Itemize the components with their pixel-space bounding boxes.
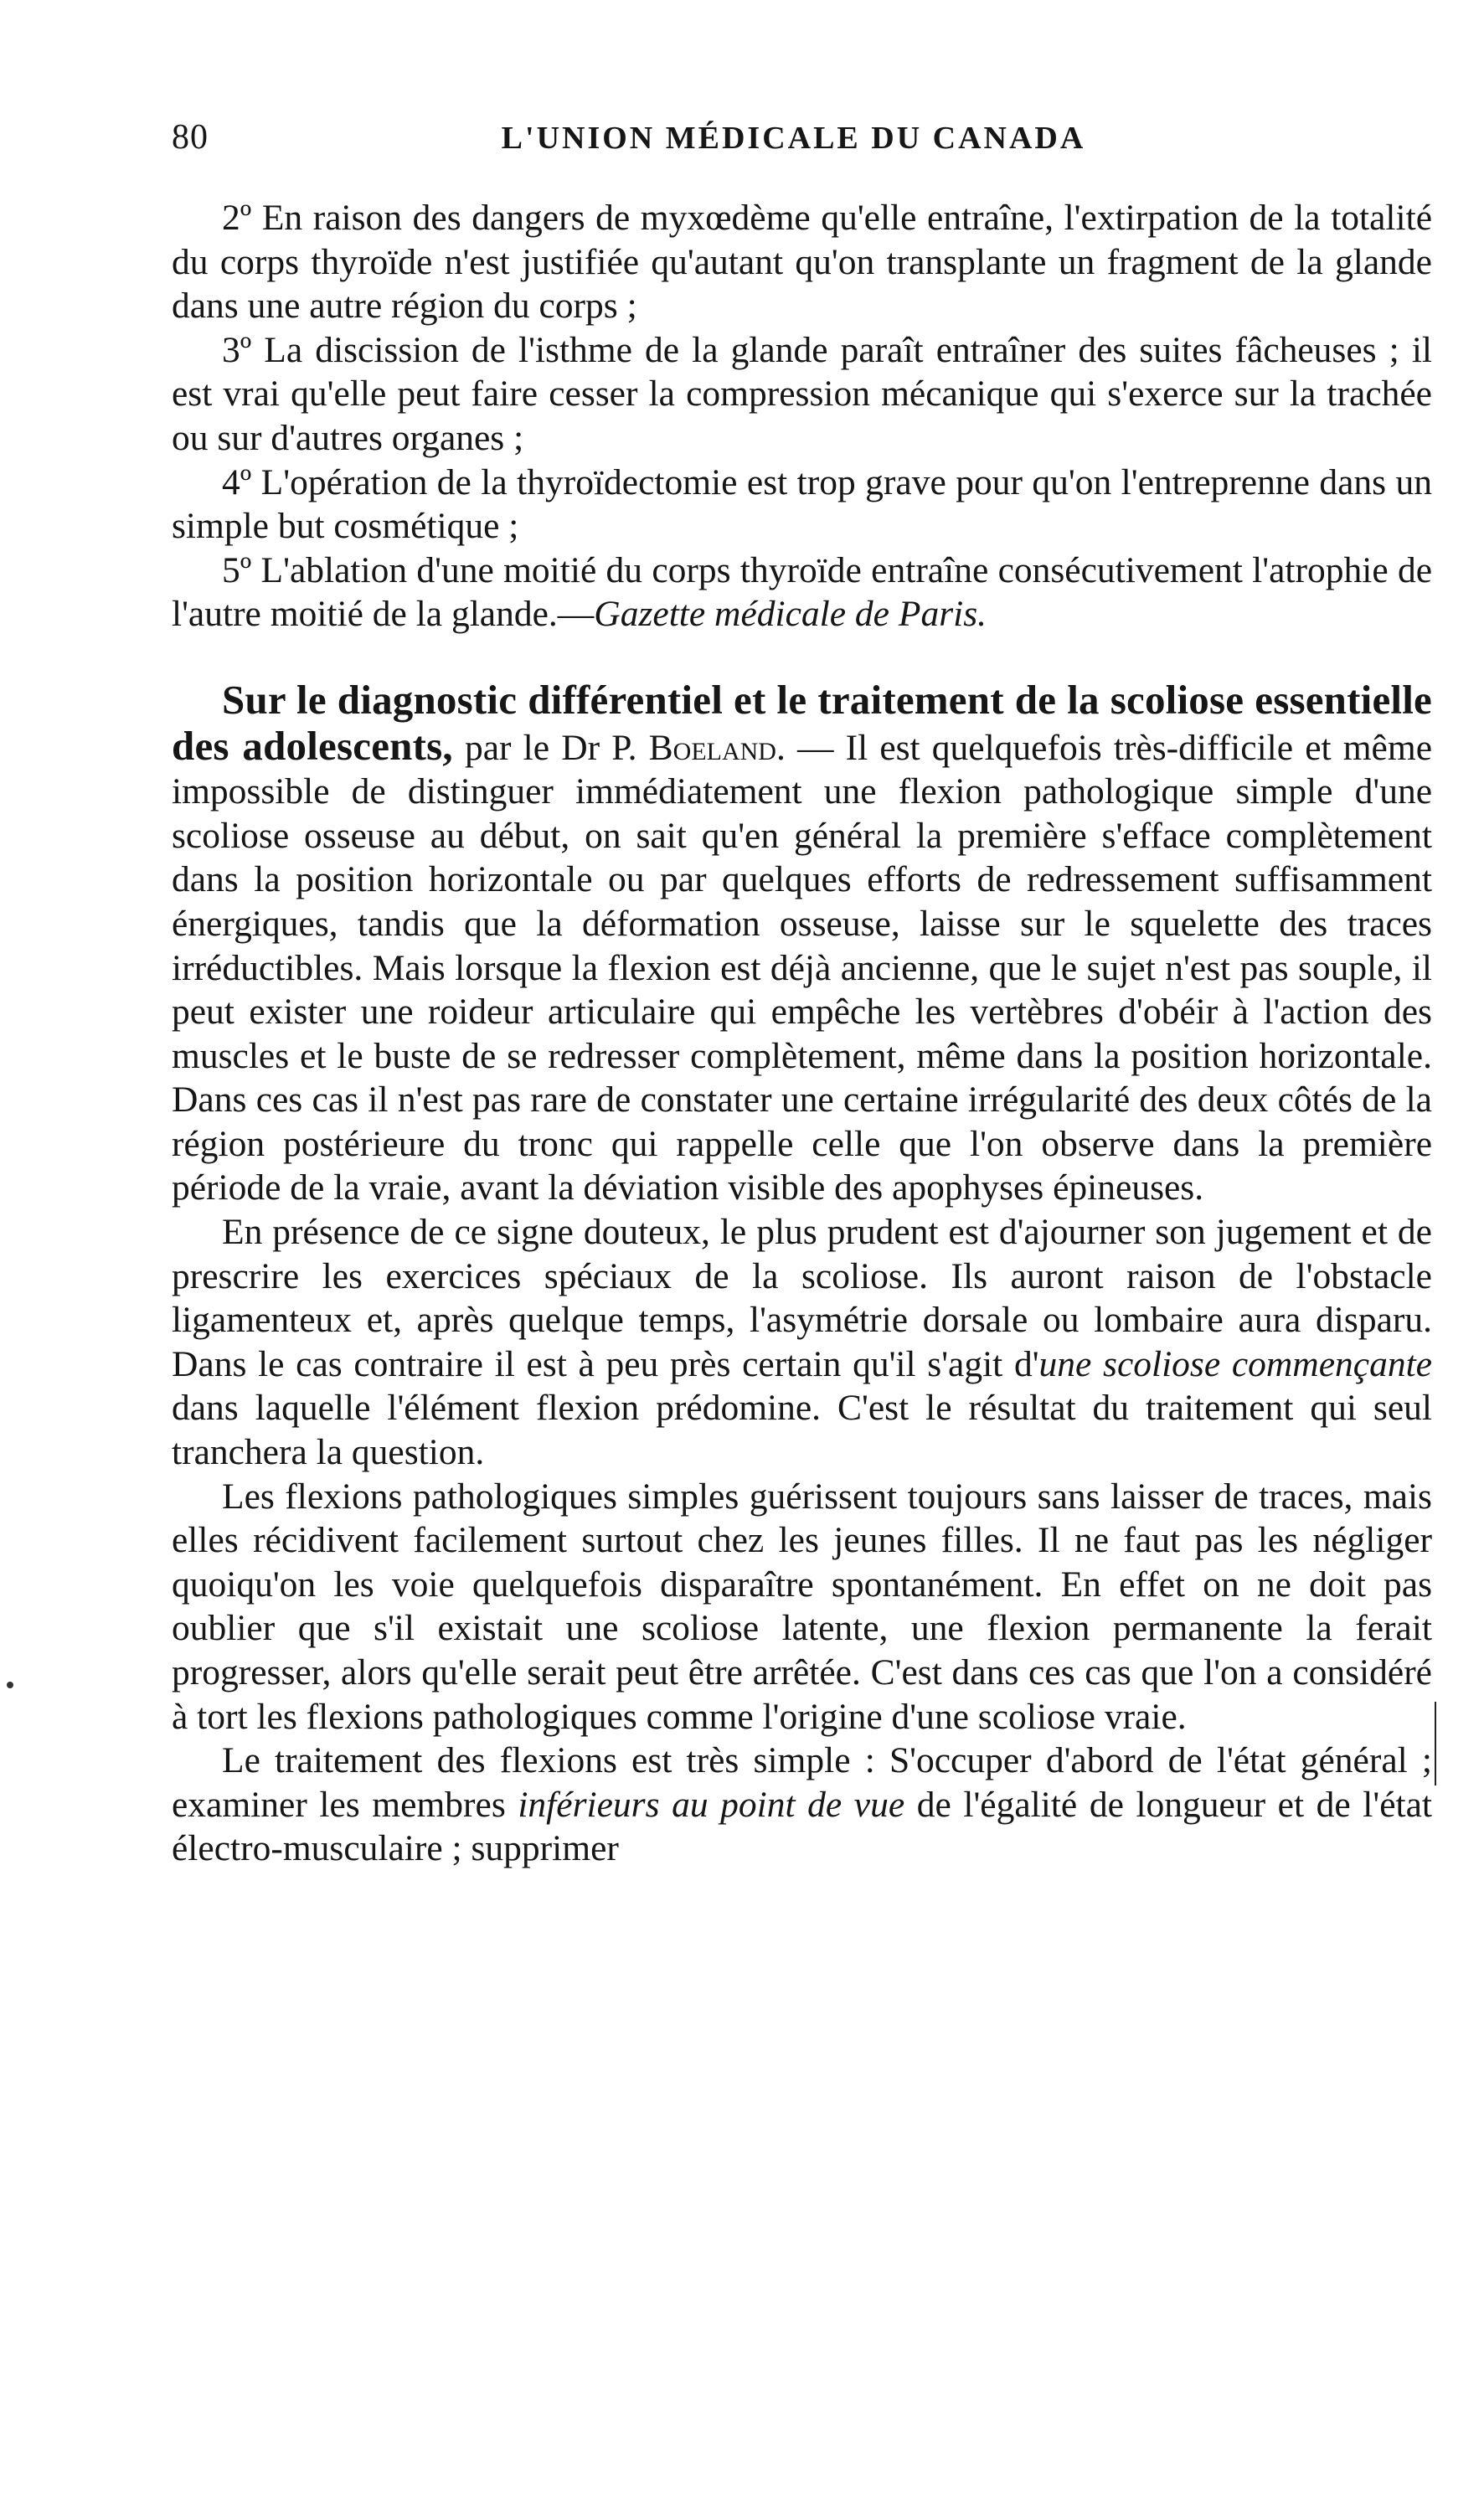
paragraph-point-2: 2º En raison des dangers de myxœdème qu'elle entraîne, l'extirpation de la totalité du corps thyroïde n'est justifiée qu'autant qu'on transplante un fragment de la glande dans une autre région du corps ;: [172, 198, 1432, 327]
running-header: [172, 117, 1432, 167]
author-name: Boeland: [648, 727, 776, 768]
point-5-text: 5º L'ablation d'une moitié du corps thyroïde entraîne consécutivement l'atrophie de l'autre moitié de la glande.—: [172, 549, 1432, 635]
journal-title: L'UNION MÉDICALE DU CANADA: [501, 121, 1086, 156]
paragraph-2-end: dans laquelle l'élément flexion prédomine. C'est le résultat du traitement qui seul tranchera la question.: [172, 1388, 1432, 1473]
section-spacer: [172, 636, 1432, 678]
paragraph-2-italic: une scoliose commençante: [1038, 1343, 1432, 1384]
body-text: [172, 196, 1432, 1871]
article-paragraph-3: Les flexions pathologiques simples guérissent toujours sans laisser de traces, mais elles récidivent facilement surtout chez les jeunes filles. Il ne faut pas les négliger quoiqu'on les voie quelquefois disparaître spontanément. En effet on ne doit pas oublier que s'il existait une scoliose latente, une flexion permanente la ferait progresser, alors qu'elle serait peut être arrêtée. C'est dans ces cas que l'on a considéré à tort les flexions pathologiques comme l'origine d'une scoliose vraie.: [172, 1476, 1432, 1737]
article-paragraph-2: [172, 1210, 1432, 1475]
paragraph-2-start: En présence de ce signe douteux, le plus prudent est d'ajourner son jugement et de prescrire les exercices spéciaux de la scoliose. Ils auront raison de l'obstacle ligamenteux et, après quelque temps, l'asymétrie dorsale ou lombaire aura disparu. Dans le cas contraire il est à peu près certain qu'il s'agit d': [172, 1212, 1432, 1384]
paragraph-4-start: Le traitement des flexions est très simple : S'occuper d'abord de l'état général ; examiner les membres: [172, 1740, 1432, 1825]
margin-rule: [1435, 1702, 1436, 1785]
article-intro: . — Il est quelquefois très-difficile et même impossible de distinguer immédiatement une flexion pathologique simple d'une scoliose osseuse au début, on sait qu'en général la première s'efface complètement dans la position horizontale ou par quelques efforts de redressement suffisamment énergiques, tandis que la déformation osseuse, laisse sur le squelette des traces irréductibles. Mais lorsque la flexion est déjà ancienne, que le sujet n'est pas souple, il peut exister une roideur articulaire qui empêche les vertèbres d'obéir à l'action des muscles et le buste de se redresser complètement, même dans la position horizontale. Dans ces cas il n'est pas rare de constater une certaine irrégularité des deux côtés de la région postérieure du tronc qui rappelle celle que l'on observe dans la première période de la vraie, avant la déviation visible des apophyses épineuses.: [172, 727, 1433, 1208]
journal-page: [172, 117, 1432, 1871]
source-citation: Gazette médicale de Paris.: [594, 594, 987, 635]
article-title: Sur le diagnostic différentiel et le traitement de la scoliose essentielle des adolescents,: [172, 676, 1432, 769]
paragraph-4-italic: inférieurs au point de vue: [518, 1784, 905, 1825]
page-number: 80: [172, 118, 209, 157]
paragraph-point-4: 4º L'opération de la thyroïdectomie est trop grave pour qu'on l'entreprenne dans un simple but cosmétique ;: [172, 461, 1432, 547]
margin-dot: [7, 1682, 13, 1688]
article-byline: par le Dr P.: [465, 727, 649, 768]
paragraph-4-end: de l'égalité de longueur et de l'état électro-musculaire ; supprimer: [172, 1784, 1432, 1869]
article-paragraph-4: [172, 1739, 1432, 1871]
paragraph-point-3: 3º La discission de l'isthme de la glande paraît entraîner des suites fâcheuses ; il est vrai qu'elle peut faire cesser la compression mécanique qui s'exerce sur la trachée ou sur d'autres organes ;: [172, 329, 1432, 458]
paragraph-point-5: [172, 549, 1432, 636]
article-opening-paragraph: [172, 678, 1432, 1210]
